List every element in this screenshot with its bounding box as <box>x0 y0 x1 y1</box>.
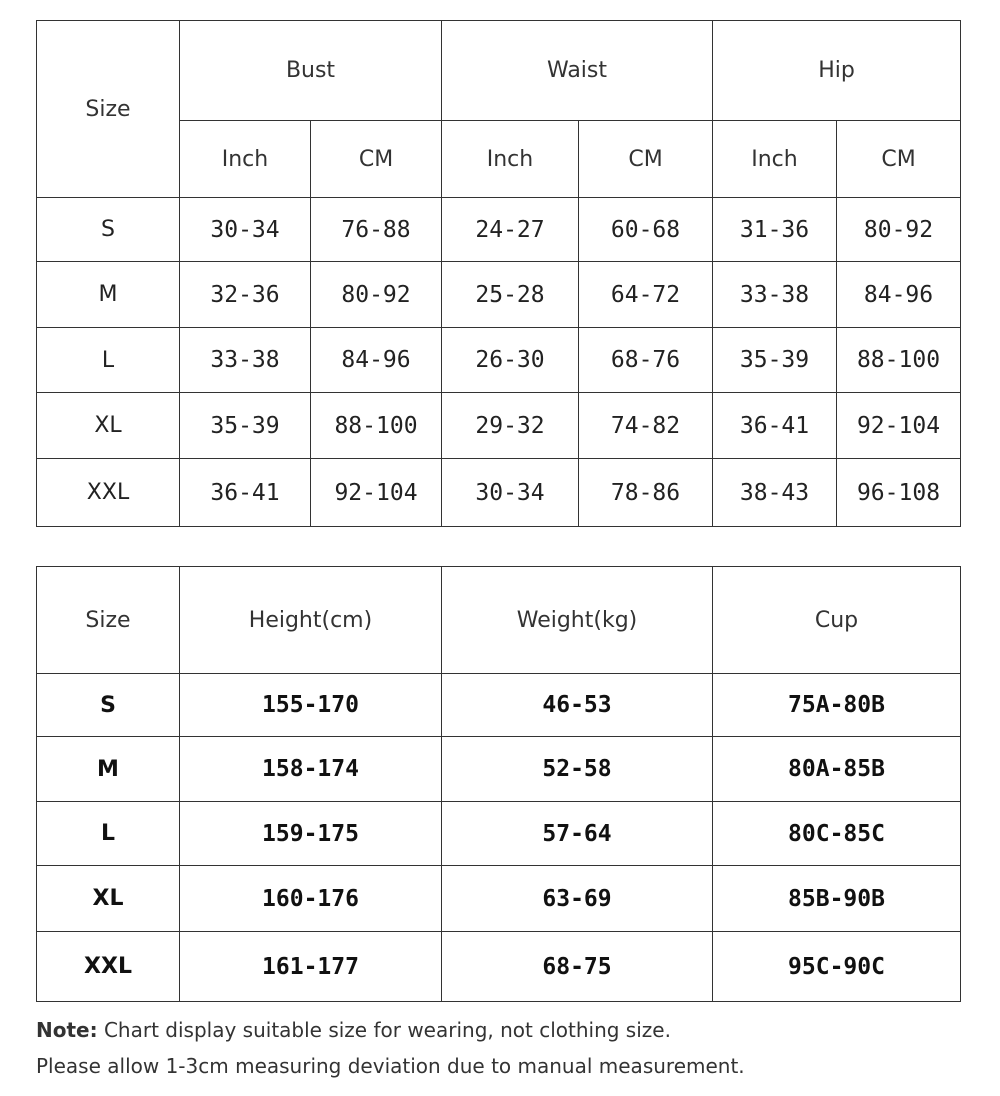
bust-inch-cell: 32-36 <box>180 262 311 328</box>
waist-inch-cell: 29-32 <box>442 393 579 459</box>
note-label: Note: <box>36 1018 98 1042</box>
header-row <box>37 567 961 674</box>
hip-cm-cell: 96-108 <box>837 459 961 527</box>
bust-inch-cell: 30-34 <box>180 198 311 262</box>
table-row <box>37 328 961 393</box>
height-cell: 161-177 <box>180 932 442 1002</box>
hip-cm-cell: 84-96 <box>837 262 961 328</box>
table-row <box>37 393 961 459</box>
measurements-table <box>36 20 961 527</box>
size-header: Size <box>37 21 180 198</box>
table-row <box>37 459 961 527</box>
bust-inch-cell: 33-38 <box>180 328 311 393</box>
bust-cm-cell: 80-92 <box>311 262 442 328</box>
waist-cm-cell: 74-82 <box>579 393 713 459</box>
weight-cell: 57-64 <box>442 802 713 866</box>
waist-cm-cell: 60-68 <box>579 198 713 262</box>
waist-inch-cell: 25-28 <box>442 262 579 328</box>
size-header: Size <box>37 567 180 674</box>
size-cell: XXL <box>37 459 180 527</box>
size-cell: S <box>37 198 180 262</box>
size-cell: M <box>37 262 180 328</box>
bust-inch-cell: 36-41 <box>180 459 311 527</box>
cup-cell: 75A-80B <box>713 674 961 737</box>
waist-cm-cell: 68-76 <box>579 328 713 393</box>
note-line-1 <box>36 1012 976 1048</box>
hip-header: Hip <box>713 21 961 121</box>
size-cell: S <box>37 674 180 737</box>
hip-inch-cell: 33-38 <box>713 262 837 328</box>
weight-header: Weight(kg) <box>442 567 713 674</box>
bust-cm-cell: 92-104 <box>311 459 442 527</box>
table-row <box>37 737 961 802</box>
weight-cell: 52-58 <box>442 737 713 802</box>
waist-inch-cell: 30-34 <box>442 459 579 527</box>
size-cell: XL <box>37 393 180 459</box>
waist-cm-cell: 78-86 <box>579 459 713 527</box>
hip-cm-cell: 80-92 <box>837 198 961 262</box>
waist-inch-cell: 26-30 <box>442 328 579 393</box>
height-cell: 158-174 <box>180 737 442 802</box>
table-row <box>37 802 961 866</box>
cup-cell: 95C-90C <box>713 932 961 1002</box>
height-cell: 155-170 <box>180 674 442 737</box>
notes-block <box>36 1012 976 1084</box>
size-cell: XL <box>37 866 180 932</box>
table-row <box>37 932 961 1002</box>
hip-inch-cell: 31-36 <box>713 198 837 262</box>
hip-cm-cell: 92-104 <box>837 393 961 459</box>
note-line-2: Please allow 1-3cm measuring deviation due to manual measurement. <box>36 1054 745 1078</box>
bust-inch-header: Inch <box>180 121 311 198</box>
size-cell: L <box>37 328 180 393</box>
bust-header: Bust <box>180 21 442 121</box>
cup-cell: 80C-85C <box>713 802 961 866</box>
height-cell: 159-175 <box>180 802 442 866</box>
height-header: Height(cm) <box>180 567 442 674</box>
bust-cm-cell: 88-100 <box>311 393 442 459</box>
weight-cell: 68-75 <box>442 932 713 1002</box>
bust-cm-cell: 76-88 <box>311 198 442 262</box>
waist-header: Waist <box>442 21 713 121</box>
body-size-table <box>36 566 961 1002</box>
height-cell: 160-176 <box>180 866 442 932</box>
bust-cm-cell: 84-96 <box>311 328 442 393</box>
table-row <box>37 198 961 262</box>
hip-cm-header: CM <box>837 121 961 198</box>
size-cell: XXL <box>37 932 180 1002</box>
waist-cm-cell: 64-72 <box>579 262 713 328</box>
weight-cell: 46-53 <box>442 674 713 737</box>
cup-cell: 80A-85B <box>713 737 961 802</box>
cup-cell: 85B-90B <box>713 866 961 932</box>
hip-inch-cell: 36-41 <box>713 393 837 459</box>
table-row <box>37 866 961 932</box>
waist-inch-header: Inch <box>442 121 579 198</box>
bust-cm-header: CM <box>311 121 442 198</box>
group-header-row <box>37 21 961 121</box>
hip-inch-header: Inch <box>713 121 837 198</box>
size-cell: M <box>37 737 180 802</box>
note-text: Chart display suitable size for wearing, not clothing size. <box>103 1018 671 1042</box>
hip-inch-cell: 38-43 <box>713 459 837 527</box>
size-cell: L <box>37 802 180 866</box>
waist-cm-header: CM <box>579 121 713 198</box>
hip-inch-cell: 35-39 <box>713 328 837 393</box>
table-row <box>37 262 961 328</box>
table-row <box>37 674 961 737</box>
bust-inch-cell: 35-39 <box>180 393 311 459</box>
weight-cell: 63-69 <box>442 866 713 932</box>
hip-cm-cell: 88-100 <box>837 328 961 393</box>
waist-inch-cell: 24-27 <box>442 198 579 262</box>
cup-header: Cup <box>713 567 961 674</box>
